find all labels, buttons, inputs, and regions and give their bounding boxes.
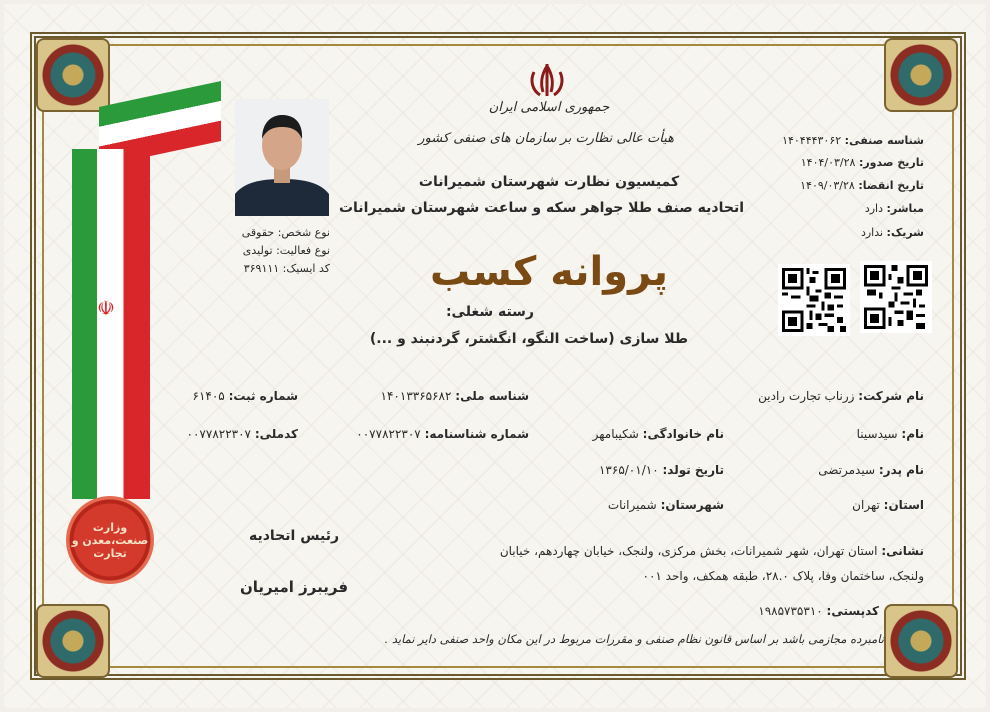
qr-code-left[interactable] <box>778 264 850 336</box>
isic-code: کد ایسیک: ۳۶۹۱۱۱ <box>243 262 330 275</box>
city-label: شهرستان: <box>660 498 724 512</box>
partner <box>764 226 924 239</box>
ornament-top-right <box>884 38 958 112</box>
trade-value: طلا سازی (ساخت النگو، انگشتر، گردنبند و ...) <box>369 331 689 347</box>
birth-field <box>564 463 724 477</box>
supervisor <box>764 202 924 215</box>
reg-no-field <box>174 389 298 403</box>
reg-no-value: ۶۱۴۰۵ <box>192 389 225 403</box>
first-name-label: نام: <box>901 427 924 441</box>
national-id-value: ۱۴۰۱۳۳۶۵۶۸۲ <box>380 389 452 403</box>
issue-date-label: تاریخ صدور: <box>858 156 924 169</box>
country-name: جمهوری اسلامی ایران <box>488 100 610 115</box>
ornament-top-left <box>36 38 110 112</box>
id-no-field <box>349 427 529 441</box>
father-label: نام پدر: <box>878 463 924 477</box>
id-no-value: ۰۰۷۷۸۲۲۳۰۷ <box>356 427 421 441</box>
supervisor-label: مباشر: <box>886 202 924 215</box>
province-value: تهران <box>852 498 880 512</box>
signature-name: فریبرز امیریان <box>239 578 349 596</box>
birth-label: تاریخ تولد: <box>662 463 724 477</box>
address-line1: استان تهران، شهر شمیرانات، بخش مرکزی، ولنجک، خیابان چهاردهم، خیابان <box>499 544 878 558</box>
guild-id-value: ۱۴۰۴۴۴۳۰۶۲ <box>782 134 842 147</box>
birth-value: ۱۳۶۵/۰۱/۱۰ <box>598 463 659 477</box>
flag-ribbon <box>72 149 150 499</box>
ornament-bottom-left <box>36 604 110 678</box>
national-code-field <box>164 427 298 441</box>
company-field <box>564 389 924 403</box>
partner-label: شریک: <box>886 226 924 239</box>
postal-field <box>704 604 879 618</box>
address-line2: ولنجک، ساختمان وفا، پلاک ۲۸.۰، طبقه همکف، واحد ۰۰۱ <box>642 569 924 583</box>
seal-text: وزارت صنعت،معدن و تجارت <box>71 520 149 560</box>
holder-photo <box>235 99 329 216</box>
province-field <box>764 498 924 512</box>
address-label: نشانی: <box>881 544 924 558</box>
ministry-seal <box>66 496 154 584</box>
footer-note: نامبرده مجازمی باشد بر اساس قانون نظام صنفی و مقررات مربوط در این مکان واحد صنفی دایر نماید . <box>384 632 884 646</box>
last-name-label: نام خانوادگی: <box>642 427 724 441</box>
union-name: اتحادیه صنف طلا جواهر سکه و ساعت شهرستان شمیرانات <box>338 200 744 216</box>
activity-type: نوع فعالیت: تولیدی <box>242 244 330 257</box>
iran-emblem-icon: ☫ <box>97 296 115 320</box>
guild-id <box>764 134 924 147</box>
national-id-field <box>334 389 529 403</box>
qr-code-right[interactable] <box>860 261 932 333</box>
partner-value: ندارد <box>860 226 884 239</box>
trade-label: رسته شغلی: <box>445 304 534 320</box>
last-name-value: شکیبامهر <box>592 427 639 441</box>
reg-no-label: شماره ثبت: <box>228 389 298 403</box>
person-type: نوع شخص: حقوقی <box>241 226 330 239</box>
license-certificate <box>4 4 986 708</box>
expiry-date-label: تاریخ انقضا: <box>858 179 924 192</box>
board-name: هیأت عالی نظارت بر سازمان های صنفی کشور <box>418 131 674 146</box>
commission-name: کمیسیون نظارت شهرستان شمیرانات <box>418 174 680 190</box>
city-field <box>564 498 724 512</box>
city-value: شمیرانات <box>607 498 657 512</box>
issue-date-value: ۱۴۰۴/۰۳/۲۸ <box>800 156 856 169</box>
page-title: پروانه کسب <box>430 249 668 295</box>
first-name-value: سیدسینا <box>856 427 898 441</box>
id-no-label: شماره شناسنامه: <box>424 427 529 441</box>
ornament-bottom-right <box>884 604 958 678</box>
expiry-date <box>764 179 924 192</box>
company-value: زرناب تجارت رادین <box>758 389 855 403</box>
postal-label: کدپستی: <box>826 604 879 618</box>
supervisor-value: دارد <box>864 202 883 215</box>
province-label: استان: <box>883 498 924 512</box>
father-value: سیدمرتضی <box>818 463 876 477</box>
expiry-date-value: ۱۴۰۹/۰۳/۲۸ <box>800 179 855 192</box>
guild-id-label: شناسه صنفی: <box>844 134 924 147</box>
last-name-field <box>564 427 724 441</box>
postal-value: ۱۹۸۵۷۳۵۳۱۰ <box>758 604 823 618</box>
company-label: نام شرکت: <box>858 389 924 403</box>
national-code-label: کدملی: <box>254 427 298 441</box>
first-name-field <box>764 427 924 441</box>
address-field <box>414 544 924 558</box>
national-code-value: ۰۰۷۷۸۲۲۳۰۷ <box>186 427 251 441</box>
issue-date <box>764 156 924 169</box>
signature-role: رئیس اتحادیه <box>248 528 340 544</box>
national-id-label: شناسه ملی: <box>455 389 529 403</box>
father-field <box>764 463 924 477</box>
